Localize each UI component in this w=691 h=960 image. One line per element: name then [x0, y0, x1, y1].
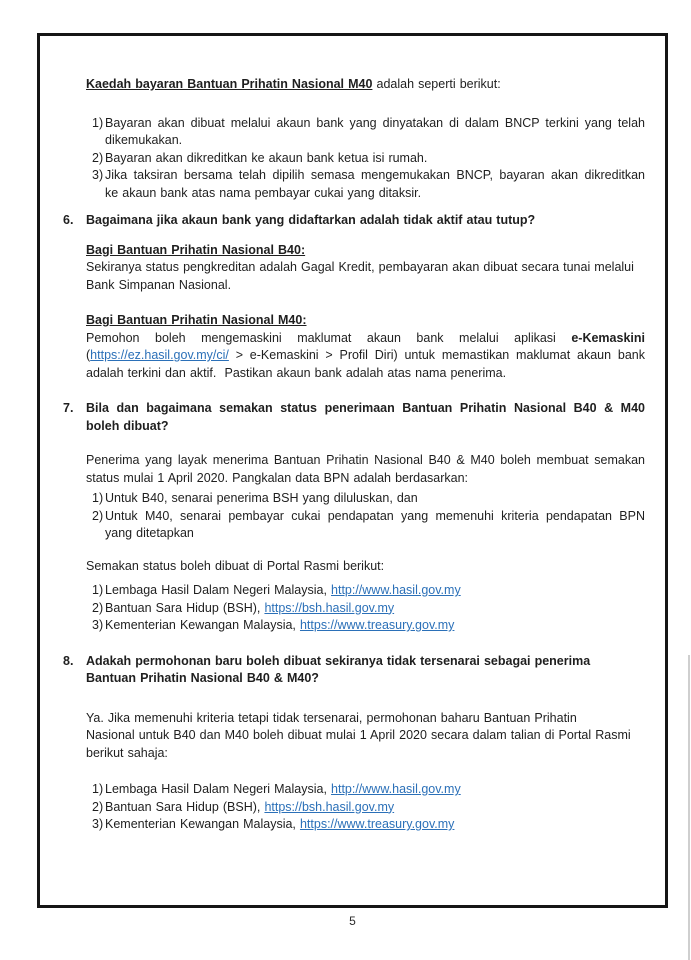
question-8-heading: [63, 653, 645, 688]
list-item-number: 3): [92, 618, 104, 632]
hasil-link[interactable]: http://www.hasil.gov.my: [331, 782, 461, 796]
m40-line-2: (https://ez.hasil.gov.my/ci/ > e-Kemaskini > Profil Diri) untuk memastikan maklumat akaun bank: [86, 348, 645, 362]
q7-paragraph: Penerima yang layak menerima Bantuan Prihatin Nasional B40 & M40 boleh membuat semakan status mulai 1 April 2020. Pangkalan data BPN adalah berdasarkan:: [86, 453, 645, 485]
intro-heading-bold: Kaedah bayaran Bantuan Prihatin Nasional M40: [86, 77, 373, 91]
bsh-link[interactable]: https://bsh.hasil.gov.my: [264, 600, 395, 615]
question-text: Adakah permohonan baru boleh dibuat sekiranya tidak tersenarai sebagai penerima Bantuan Prihatin Nasional B40 & M40?: [86, 653, 591, 685]
portal-link-text: Lembaga Hasil Dalam Negeri Malaysia, http://www.hasil.gov.my: [105, 782, 461, 796]
content-border-box: [37, 33, 668, 908]
portal-link-item: [86, 617, 645, 635]
portal-links-list-2: [86, 781, 645, 834]
list-item-text: Bayaran akan dikreditkan ke akaun bank ketua isi rumah.: [105, 150, 428, 165]
list-item-text: Bayaran akan dibuat melalui akaun bank yang dinyatakan di dalam BNCP terkini yang telah dikemukakan.: [105, 115, 645, 147]
m40-line-1: Pemohon boleh mengemaskini maklumat akaun bank melalui aplikasi e-Kemaskini: [86, 330, 645, 345]
list-item-number: 3): [92, 168, 104, 182]
portal-link-item: [86, 781, 645, 799]
list-item: [86, 167, 645, 202]
page-number: 5: [349, 914, 356, 928]
portal-link-item: [86, 600, 645, 618]
intro-heading: [86, 76, 645, 94]
ez-hasil-link[interactable]: https://ez.hasil.gov.my/ci/: [90, 348, 229, 362]
question-number: 7.: [63, 401, 74, 415]
list-item-number: 2): [92, 600, 104, 615]
question-7-heading: [63, 400, 645, 435]
list-item-number: 1): [92, 583, 104, 597]
question-text: Bagaimana jika akaun bank yang didaftarkan adalah tidak aktif atau tutup?: [86, 213, 536, 227]
portal-link-item: [86, 816, 645, 834]
list-item-number: 1): [92, 782, 104, 796]
question-6-heading: [63, 212, 645, 230]
list-item: [86, 115, 645, 150]
treasury-link[interactable]: https://www.treasury.gov.my: [299, 618, 455, 632]
bsh-link[interactable]: https://bsh.hasil.gov.my: [264, 799, 395, 814]
list-item: [86, 150, 645, 168]
question-number: 8.: [63, 653, 74, 668]
list-item-text: Untuk B40, senarai penerima BSH yang diluluskan, dan: [105, 491, 418, 505]
list-item-number: 2): [92, 799, 104, 814]
portal-link-item: [86, 582, 645, 600]
m40-paragraph: [86, 330, 645, 383]
m40-line-3: adalah terkini dan aktif. Pastikan akaun bank adalah atas nama penerima.: [86, 365, 507, 380]
portal-link-text: Kementerian Kewangan Malaysia, https://www.treasury.gov.my: [105, 817, 455, 831]
list-item-number: 1): [92, 491, 104, 505]
intro-list: [86, 115, 645, 203]
content-area: [40, 36, 665, 834]
e-kemaskini-bold: e-Kemaskini: [571, 330, 645, 345]
intro-heading-rest: adalah seperti berikut:: [372, 77, 501, 91]
scan-edge-line: [688, 655, 690, 960]
q7-criteria-list: [86, 490, 645, 543]
question-number: 6.: [63, 213, 74, 227]
hasil-link[interactable]: http://www.hasil.gov.my: [331, 583, 461, 597]
portal-intro: Semakan status boleh dibuat di Portal Rasmi berikut:: [86, 558, 385, 573]
list-item: [86, 490, 645, 508]
m40-subheading: Bagi Bantuan Prihatin Nasional M40:: [86, 313, 307, 327]
portal-link-text: Bantuan Sara Hidup (BSH), https://bsh.hasil.gov.my: [105, 799, 395, 814]
list-item-number: 2): [92, 150, 104, 165]
question-text: Bila dan bagaimana semakan status penerimaan Bantuan Prihatin Nasional B40 & M40 boleh dibuat?: [86, 401, 645, 433]
list-item-number: 2): [92, 508, 104, 523]
list-item-text: Jika taksiran bersama telah dipilih semasa mengemukakan BNCP, bayaran akan dikreditkan ke akaun bank atas nama pembayar cukai yang ditaksir.: [105, 168, 645, 200]
list-item-number: 3): [92, 817, 104, 831]
q8-paragraph: Ya. Jika memenuhi kriteria tetapi tidak tersenarai, permohonan baharu Bantuan Prihatin Nasional untuk B40 dan M40 boleh dibuat mulai 1 April 2020 secara dalam talian di Portal Rasmi berikut sahaja:: [86, 710, 631, 760]
b40-subheading: Bagi Bantuan Prihatin Nasional B40:: [86, 242, 306, 257]
treasury-link[interactable]: https://www.treasury.gov.my: [299, 817, 455, 831]
portal-link-text: Kementerian Kewangan Malaysia, https://www.treasury.gov.my: [105, 618, 455, 632]
portal-link-item: [86, 799, 645, 817]
portal-links-list: [86, 582, 645, 635]
portal-link-text: Bantuan Sara Hidup (BSH), https://bsh.hasil.gov.my: [105, 600, 395, 615]
list-item-number: 1): [92, 115, 104, 130]
list-item-text: Untuk M40, senarai pembayar cukai pendapatan yang memenuhi kriteria pendapatan BPN yang ditetapkan: [105, 508, 645, 540]
b40-paragraph: Sekiranya status pengkreditan adalah Gagal Kredit, pembayaran akan dibuat secara tunai melalui Bank Simpanan Nasional.: [86, 260, 634, 292]
portal-link-text: Lembaga Hasil Dalam Negeri Malaysia, http://www.hasil.gov.my: [105, 583, 461, 597]
list-item: [86, 508, 645, 543]
